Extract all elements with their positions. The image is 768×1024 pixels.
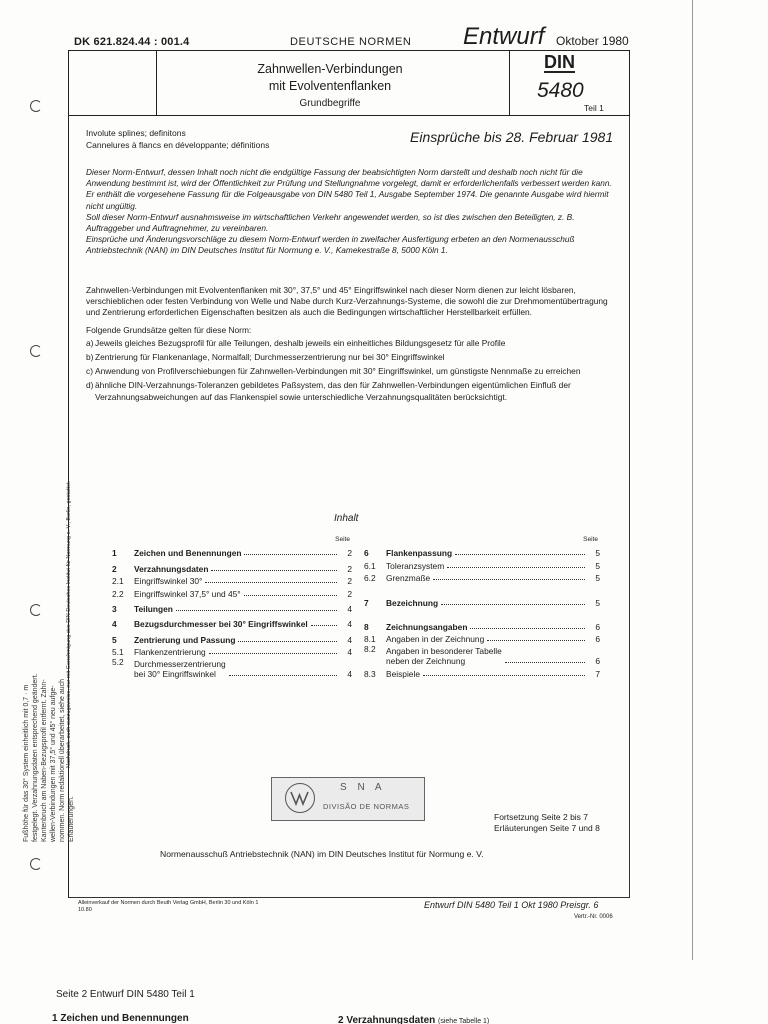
toc-row[interactable]: 8 Zeichnungsangaben 6 <box>364 621 600 632</box>
page2-header: Seite 2 Entwurf DIN 5480 Teil 1 <box>56 989 195 1000</box>
din-number: 5480 <box>537 79 584 102</box>
toc-row[interactable]: 2 Verzahnungsdaten 2 <box>112 563 352 574</box>
toc-row[interactable]: 4 Bezugsdurchmesser bei 30° Eingriffswinkel 4 <box>112 619 352 630</box>
stamp-text: S N A <box>340 782 386 793</box>
toc-row[interactable]: 5.2 Durchmesserzentrierung bei 30° Eingriffswinkel 4 <box>112 657 352 680</box>
page2-section-1: 1 Zeichen und Benennungen <box>52 1013 189 1024</box>
stamp-subtext: DIVISÃO DE NORMAS <box>323 802 410 811</box>
list-item: a) Jeweils gleiches Bezugsprofil für alle Teilungen, deshalb jeweils ein einheitliches Bildungsgesetz für alle Profile <box>86 337 506 348</box>
frame-divider <box>509 51 510 115</box>
din-label: DIN <box>544 52 575 72</box>
draft-notice <box>86 167 616 257</box>
english-title: Involute splines; definitons <box>86 128 186 138</box>
change-note: Fußhöhe für das 30° System einheitlich mit 0,7 · m festgelegt. Verzahnungsdaten entsprechend geändert. Kantenbruch am Naben-Bezugsprofil entfernt. Zahn- wellen-Verbindungen mit 37,5° und 45° neu aufge- nommen. Norm redaktionell überarbeitet, siehe auch Erläuterungen. <box>23 673 75 842</box>
subtitle: Grundbegriffe <box>299 98 361 109</box>
list-item: c) Anwendung von Profilverschiebungen für Zahnwellen-Verbindungen mit 30° Eingriffswinkel, um günstigste Nennmaße zu erreichen <box>86 366 581 377</box>
notice-paragraph: Dieser Norm-Entwurf, dessen Inhalt noch nicht die endgültige Fassung der beabsichtigten Norm darstellt und deshalb noch nicht für die Anwendung bestimmt ist, wird der Öffentlichkeit zur Prüfung und Stellungnahme vorgelegt, damit er erforderlichenfalls verbessert werden kann. Er enthält die vorgesehene Fassung für die Folgeausgabe von DIN 5480 Teil 1, Ausgabe September 1974. Die genannte Ausgabe wird hiermit nicht ungültig. <box>86 167 612 211</box>
french-title: Cannelures à flancs en développante; définitions <box>86 140 270 150</box>
committee-line: Normenausschuß Antriebstechnik (NAN) im DIN Deutsches Institut für Normung e. V. <box>160 849 484 859</box>
toc-row[interactable]: 8.2 Angaben in besonderer Tabelle neben der Zeichnung 6 <box>364 644 600 667</box>
toc-row[interactable]: 6.2 Grenzmaße 5 <box>364 573 600 584</box>
footer-reference: Entwurf DIN 5480 Teil 1 Okt 1980 Preisgr. 6 <box>424 900 599 910</box>
deutsche-normen-label: DEUTSCHE NORMEN <box>290 36 412 48</box>
toc-column-left <box>112 536 352 679</box>
toc-row[interactable]: 2.2 Eingriffswinkel 37,5° und 45° 2 <box>112 588 352 599</box>
scan-edge-line <box>692 0 693 960</box>
translations <box>86 127 269 151</box>
entwurf-label: Entwurf <box>463 23 545 50</box>
objection-deadline: Einsprüche bis 28. Februar 1981 <box>410 129 614 145</box>
punch-hole-icon <box>30 100 42 112</box>
toc-row[interactable]: 5 Zentrierung und Passung 4 <box>112 634 352 645</box>
title-line-2: mit Evolventenflanken <box>268 79 392 93</box>
title-line-1: Zahnwellen-Verbindungen <box>257 62 403 76</box>
toc-page-label: Seite <box>583 536 598 543</box>
list-item: b) Zentrierung für Flankenanlage, Normalfall; Durchmesserzentrierung nur bei 30° Eingriffswinkel <box>86 352 445 363</box>
page2-section-2: 2 Verzahnungsdaten (siehe Tabelle 1) <box>338 1015 490 1024</box>
toc-row[interactable]: 6.1 Toleranzsystem 5 <box>364 560 600 571</box>
scope-text <box>86 285 616 406</box>
copyright-note: Nachdruck, auch auszugsweise, nur mit Genehmigung des DIN Deutsches Institut für Normung e. V., Berlin, gestattet. <box>66 480 72 768</box>
toc-heading: Inhalt <box>334 513 359 524</box>
toc-row[interactable]: 7 Bezeichnung 5 <box>364 597 600 608</box>
toc-row[interactable]: 3 Teilungen 4 <box>112 603 352 614</box>
list-item: d) ähnliche DIN-Verzahnungs-Toleranzen gebildetes Paßsystem, das den für Zahnwellen-Verbindungen eigentümlichen Einfluß der Verzahnungsabweichungen auf das Flankenspiel sowie unterschiedliche Verzahnungsqualitäten berücksichtigt. <box>86 380 571 402</box>
toc-row[interactable]: 8.3 Beispiele 7 <box>364 668 600 679</box>
toc-page-label: Seite <box>335 536 350 543</box>
principles-heading: Folgende Grundsätze gelten für diese Norm: <box>86 324 252 335</box>
toc-row[interactable]: 6 Flankenpassung 5 <box>364 548 600 559</box>
footer-vertr: Vertr.-Nr. 0006 <box>574 914 613 920</box>
toc-row[interactable]: 5.1 Flankenzentrierung 4 <box>112 647 352 658</box>
issue-date: Oktober 1980 <box>556 34 629 48</box>
continuation-note: Fortsetzung Seite 2 bis 7 Erläuterungen Seite 7 und 8 <box>494 812 600 833</box>
toc-row[interactable]: 2.1 Eingriffswinkel 30° 2 <box>112 576 352 587</box>
dk-number: DK 621.824.44 : 001.4 <box>74 36 190 48</box>
notice-paragraph: Soll dieser Norm-Entwurf ausnahmsweise im wirtschaftlichen Verkehr angewendet werden, so ist dies zwischen den Beteiligten, z. B. Auftraggeber und Auftragnehmer, zu vereinbaren. <box>86 211 575 234</box>
frame-divider <box>156 51 157 115</box>
notice-paragraph: Einsprüche und Änderungsvorschläge zu diesem Norm-Entwurf werden in zweifacher Ausfertigung erbeten an den Normenausschuß Antriebstechnik (NAN) im DIN Deutsches Institut für Normung e. V., Kamekestraße 8, 5000 Köln 1. <box>86 234 575 256</box>
punch-hole-icon <box>30 604 42 616</box>
punch-hole-icon <box>30 345 42 357</box>
toc-row[interactable]: 8.1 Angaben in der Zeichnung 6 <box>364 634 600 645</box>
stamp-emblem-icon <box>285 783 315 813</box>
scope-intro: Zahnwellen-Verbindungen mit Evolventenflanken mit 30°, 37,5° und 45° Eingriffswinkel nach dieser Norm dienen zur leicht lösbaren, verschieblichen oder festen Verbindung von Welle und Nabe durch Kurz-Verzahnungs-Systeme, die sowohl die zur Drehmomentübertragung und Zentrierung erforderlichen Eigenschaften besitzen als auch die Bedingungen wirtschaftlicher Herstellbarkeit erfüllen. <box>86 285 608 318</box>
din-part: Teil 1 <box>584 103 604 113</box>
footer-publisher: Alleinverkauf der Normen durch Beuth Verlag GmbH, Berlin 30 und Köln 1 10.80 <box>78 900 259 913</box>
toc-row[interactable]: 1 Zeichen und Benennungen 2 <box>112 548 352 559</box>
toc-column-right <box>364 536 600 679</box>
punch-hole-icon <box>30 858 42 870</box>
principles-list <box>86 338 616 403</box>
